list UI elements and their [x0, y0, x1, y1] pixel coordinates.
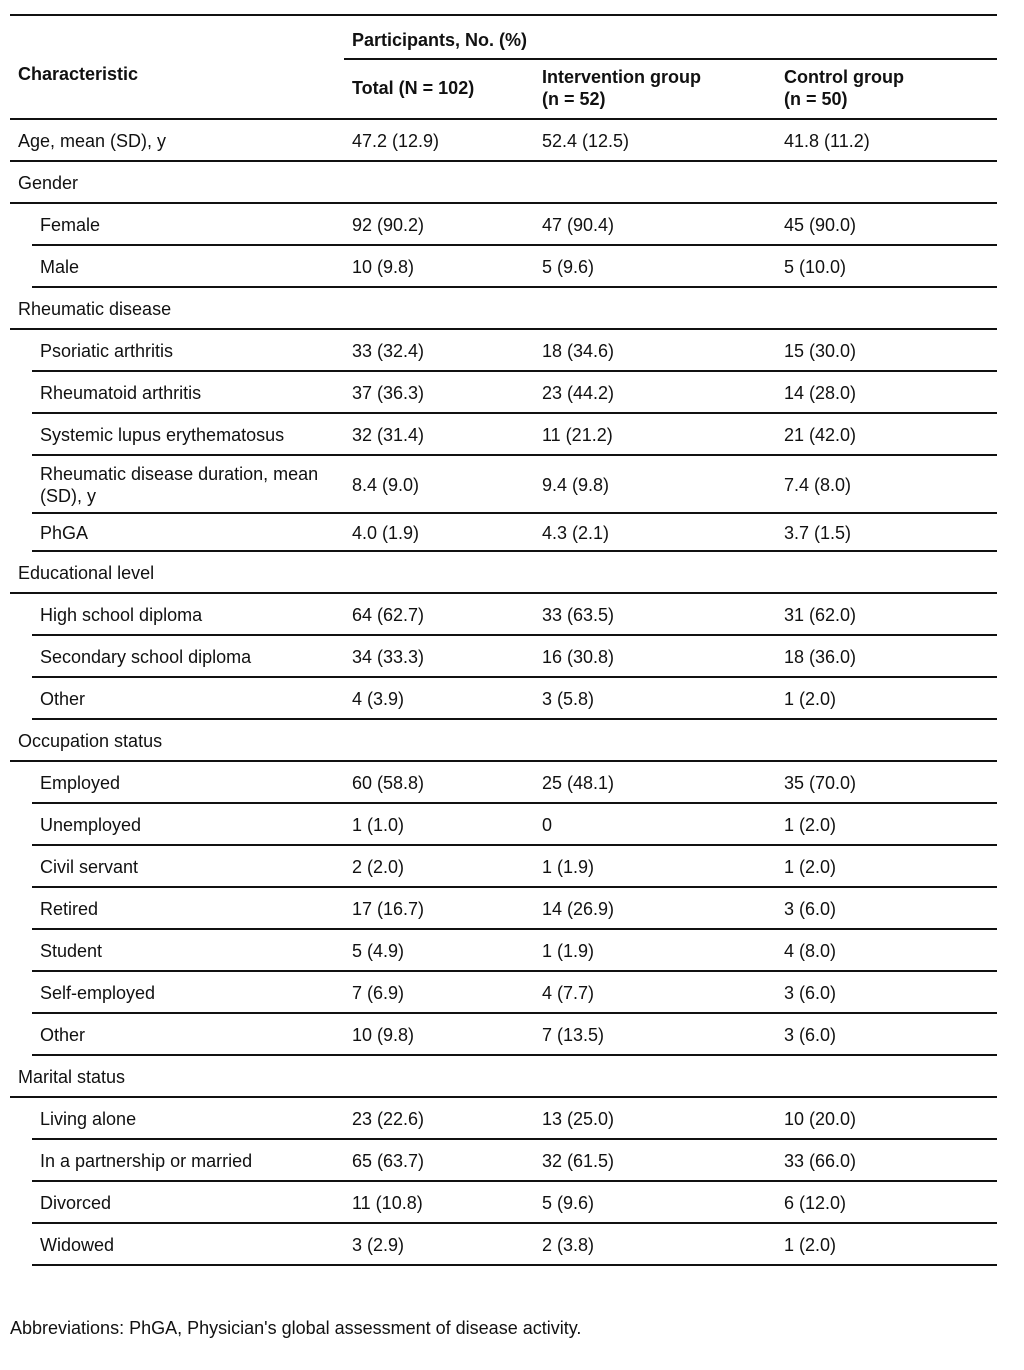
table-row: [10, 120, 997, 162]
table-row: [10, 804, 997, 846]
cell-label: Unemployed: [40, 815, 142, 835]
cell-label: Divorced: [40, 1193, 112, 1213]
cell-label: Other: [40, 689, 86, 709]
cell-intervention: 3 (5.8): [542, 689, 595, 709]
cell-label: Systemic lupus erythematosus: [40, 425, 285, 445]
cell-intervention: 5 (9.6): [542, 257, 595, 277]
table-row: [10, 678, 997, 720]
cell-label: Marital status: [18, 1067, 126, 1087]
cell-label: Widowed: [40, 1235, 115, 1255]
cell-total: 10 (9.8): [352, 1025, 415, 1045]
cell-intervention: 1 (1.9): [542, 941, 595, 961]
cell-control: 14 (28.0): [784, 383, 857, 403]
cell-label: Rheumatoid arthritis: [40, 383, 202, 403]
cell-control: 3.7 (1.5): [784, 523, 852, 543]
cell-control: 4 (8.0): [784, 941, 837, 961]
table-row: [10, 888, 997, 930]
table-row: [10, 972, 997, 1014]
table-row: [10, 414, 997, 456]
cell-intervention: 4 (7.7): [542, 983, 595, 1003]
cell-label: Living alone: [40, 1109, 137, 1129]
table-row: [10, 1140, 997, 1182]
cell-intervention: 13 (25.0): [542, 1109, 615, 1129]
header-control: Control group (n = 50): [784, 67, 904, 109]
cell-total: 33 (32.4): [352, 341, 425, 361]
cell-control: 18 (36.0): [784, 647, 857, 667]
table-row: [10, 1098, 997, 1140]
cell-total: 11 (10.8): [352, 1193, 423, 1213]
table-row: [10, 636, 997, 678]
cell-control: 35 (70.0): [784, 773, 857, 793]
section-row: [10, 1056, 997, 1098]
cell-label: Psoriatic arthritis: [40, 341, 174, 361]
cell-label: In a partnership or married: [40, 1151, 253, 1171]
cell-control: 3 (6.0): [784, 899, 837, 919]
cell-intervention: 2 (3.8): [542, 1235, 595, 1255]
cell-total: 5 (4.9): [352, 941, 405, 961]
table-row: [10, 1014, 997, 1056]
table-row: [10, 930, 997, 972]
cell-control: 7.4 (8.0): [784, 475, 852, 495]
table-row: [10, 594, 997, 636]
header-intervention: Intervention group (n = 52): [542, 67, 701, 109]
cell-control: 1 (2.0): [784, 1235, 837, 1255]
cell-label: Educational level: [18, 563, 155, 583]
cell-label: Civil servant: [40, 857, 139, 877]
characteristics-table: [10, 14, 997, 1266]
cell-intervention: 47 (90.4): [542, 215, 615, 235]
cell-total: 4 (3.9): [352, 689, 405, 709]
cell-total: 92 (90.2): [352, 215, 425, 235]
cell-total: 23 (22.6): [352, 1109, 425, 1129]
cell-label: Self-employed: [40, 983, 156, 1003]
footnote: Abbreviations: PhGA, Physician's global assessment of disease activity.: [10, 1318, 582, 1338]
table-row: [10, 762, 997, 804]
cell-label: Male: [40, 257, 80, 277]
table-row: [10, 1182, 997, 1224]
table-header: [10, 16, 997, 120]
section-row: [10, 162, 997, 204]
table-row: [10, 514, 997, 552]
header-characteristic: Characteristic: [18, 64, 139, 84]
cell-intervention: 16 (30.8): [542, 647, 615, 667]
cell-total: 2 (2.0): [352, 857, 405, 877]
section-row: [10, 288, 997, 330]
cell-label: Female: [40, 215, 101, 235]
cell-control: 33 (66.0): [784, 1151, 857, 1171]
cell-control: 1 (2.0): [784, 815, 837, 835]
cell-intervention: 23 (44.2): [542, 383, 615, 403]
cell-intervention: 7 (13.5): [542, 1025, 605, 1045]
cell-intervention: 32 (61.5): [542, 1151, 615, 1171]
cell-total: 7 (6.9): [352, 983, 405, 1003]
cell-intervention: 5 (9.6): [542, 1193, 595, 1213]
cell-total: 3 (2.9): [352, 1235, 405, 1255]
cell-label: Retired: [40, 899, 99, 919]
cell-total: 64 (62.7): [352, 605, 425, 625]
cell-total: 47.2 (12.9): [352, 131, 440, 151]
section-row: [10, 552, 997, 594]
cell-total: 37 (36.3): [352, 383, 425, 403]
cell-label: Other: [40, 1025, 86, 1045]
cell-intervention: 25 (48.1): [542, 773, 615, 793]
cell-total: 4.0 (1.9): [352, 523, 420, 543]
cell-label: Gender: [18, 173, 79, 193]
cell-label: Employed: [40, 773, 121, 793]
table-row: [10, 330, 997, 372]
cell-total: 65 (63.7): [352, 1151, 425, 1171]
cell-control: 21 (42.0): [784, 425, 857, 445]
cell-label: Occupation status: [18, 731, 163, 751]
table-row: [10, 246, 997, 288]
header-total: Total (N = 102): [352, 78, 475, 98]
cell-control: 3 (6.0): [784, 983, 837, 1003]
cell-label: Rheumatic disease: [18, 299, 172, 319]
cell-intervention: 33 (63.5): [542, 605, 615, 625]
cell-control: 41.8 (11.2): [784, 131, 870, 151]
table-row: [10, 372, 997, 414]
table-body: [10, 120, 997, 1266]
table-row: [10, 1224, 997, 1266]
cell-control: 6 (12.0): [784, 1193, 847, 1213]
table-row: [10, 846, 997, 888]
cell-intervention: 52.4 (12.5): [542, 131, 630, 151]
cell-total: 34 (33.3): [352, 647, 425, 667]
header-divider: [344, 58, 997, 60]
cell-intervention: 4.3 (2.1): [542, 523, 610, 543]
cell-control: 5 (10.0): [784, 257, 847, 277]
cell-control: 45 (90.0): [784, 215, 857, 235]
cell-label: Student: [40, 941, 103, 961]
cell-intervention: 1 (1.9): [542, 857, 595, 877]
table-row: [10, 204, 997, 246]
cell-intervention: 18 (34.6): [542, 341, 615, 361]
cell-label: Rheumatic disease duration, mean (SD), y: [40, 464, 319, 506]
cell-control: 1 (2.0): [784, 857, 837, 877]
cell-label: PhGA: [40, 523, 89, 543]
cell-total: 60 (58.8): [352, 773, 425, 793]
table-row: [10, 456, 997, 514]
cell-label: High school diploma: [40, 605, 203, 625]
cell-total: 17 (16.7): [352, 899, 425, 919]
cell-intervention: 14 (26.9): [542, 899, 615, 919]
cell-total: 10 (9.8): [352, 257, 415, 277]
cell-intervention: 11 (21.2): [542, 425, 613, 445]
cell-control: 31 (62.0): [784, 605, 857, 625]
cell-control: 3 (6.0): [784, 1025, 837, 1045]
cell-total: 32 (31.4): [352, 425, 425, 445]
cell-label: Age, mean (SD), y: [18, 131, 167, 151]
cell-intervention: 0: [542, 815, 553, 835]
cell-intervention: 9.4 (9.8): [542, 475, 610, 495]
cell-label: Secondary school diploma: [40, 647, 252, 667]
header-participants: Participants, No. (%): [352, 30, 528, 50]
cell-control: 1 (2.0): [784, 689, 837, 709]
section-row: [10, 720, 997, 762]
cell-control: 10 (20.0): [784, 1109, 857, 1129]
cell-control: 15 (30.0): [784, 341, 857, 361]
cell-total: 1 (1.0): [352, 815, 405, 835]
cell-total: 8.4 (9.0): [352, 475, 420, 495]
